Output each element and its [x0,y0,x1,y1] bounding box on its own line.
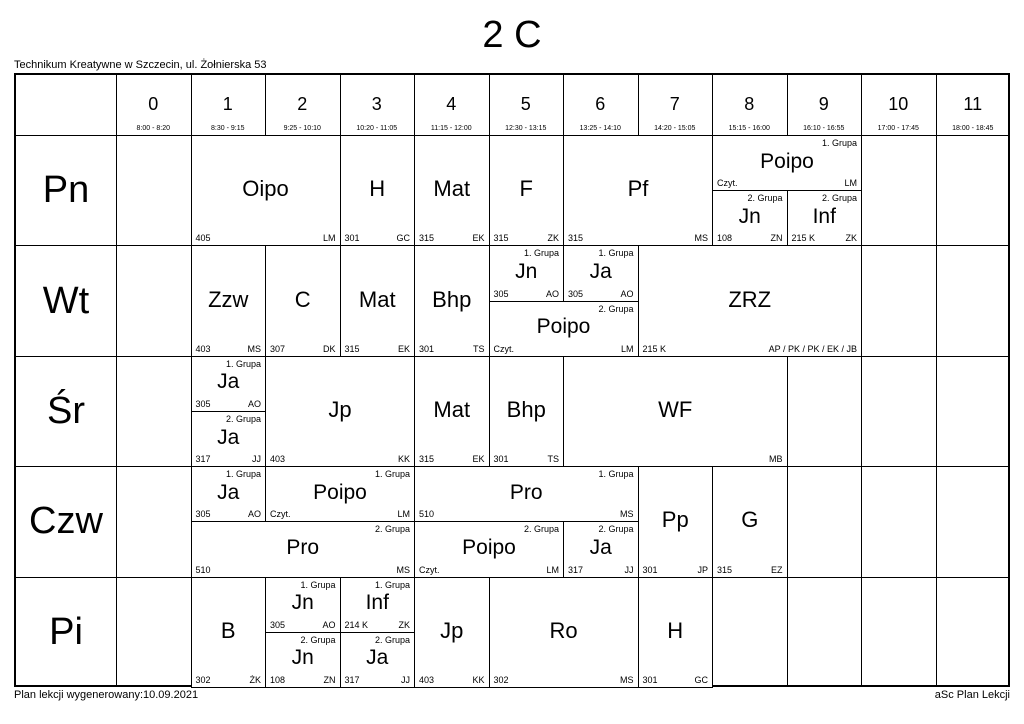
lesson-card[interactable] [563,521,639,577]
period-time: 9:25 - 10:10 [283,125,321,132]
period-time: 8:30 - 9:15 [211,125,245,132]
lesson-teacher: MS [694,233,708,244]
lesson-group: 1. Grupa [598,248,634,259]
lesson-card[interactable] [563,356,788,467]
period-time: 18:00 - 18:45 [952,125,994,132]
lesson-teacher: TS [472,343,485,354]
lesson-group: 2. Grupa [300,634,336,645]
lesson-card[interactable] [191,411,267,467]
lesson-teacher: EK [397,343,410,354]
period-time: 13:25 - 14:10 [579,125,621,132]
lesson-card[interactable] [414,356,490,467]
lesson-room: 305 [493,288,509,299]
lesson-teacher: ZN [770,233,783,244]
period-number: 0 [148,94,159,114]
lesson-subject: Pp [661,507,689,533]
lesson-subject: C [294,286,311,312]
lesson-subject: H [667,617,684,643]
class-title: 2 C [482,14,542,56]
lesson-card[interactable] [265,356,415,467]
lesson-card[interactable] [191,356,267,412]
lesson-card[interactable] [638,466,714,577]
lesson-card[interactable] [712,135,862,191]
day-label: Czw [29,500,103,543]
day-label: Wt [42,279,90,322]
lesson-group: 2. Grupa [598,524,634,535]
school-name: Technikum Kreatywne w Szczecin, ul. Żołnierska 53 [14,59,267,71]
lesson-card[interactable] [265,577,341,633]
software-brand: aSc Plan Lekcji [934,689,1010,701]
lesson-group: 2. Grupa [747,193,783,204]
lesson-group: 1. Grupa [374,469,410,480]
lesson-teacher: AO [545,288,559,299]
lesson-room: 315 [568,233,584,244]
period-number: 8 [744,94,755,114]
lesson-subject: Pro [286,535,320,559]
lesson-room: Czyt. [493,343,515,354]
lesson-card[interactable] [191,577,267,688]
lesson-room: 403 [195,343,211,354]
lesson-room: 305 [195,398,211,409]
lesson-card[interactable] [638,245,863,356]
lesson-teacher: EK [472,454,485,465]
lesson-group: 2. Grupa [225,414,261,424]
lesson-group: 1. Grupa [225,469,261,480]
lesson-subject: Ja [589,535,612,559]
lesson-subject: Ja [589,259,612,283]
lesson-room: 317 [568,564,584,575]
lesson-teacher: JJ [401,674,410,685]
period-time: 10:20 - 11:05 [356,125,398,132]
lesson-subject: Jp [328,396,352,422]
period-number: 2 [297,94,308,114]
lesson-card[interactable] [414,577,490,688]
lesson-room: 301 [419,343,435,354]
day-label: Pi [49,610,83,653]
lesson-card[interactable] [712,466,788,577]
lesson-group: 1. Grupa [523,248,559,259]
lesson-room: 315 [717,564,733,575]
lesson-teacher: AP / PK / PK / EK / JB [768,343,857,354]
lesson-subject: G [741,507,759,533]
lesson-group: 2. Grupa [523,524,559,535]
lesson-group: 1. Grupa [374,579,410,590]
lesson-subject: Zzw [208,286,249,312]
lesson-subject: Ro [549,617,578,643]
lesson-room: 301 [493,454,509,465]
lesson-room: 301 [344,233,360,244]
lesson-subject: F [519,176,533,202]
lesson-room: 301 [642,674,658,685]
lesson-teacher: EK [472,233,485,244]
lesson-room: 405 [195,233,211,244]
lesson-room: 305 [270,619,286,630]
lesson-room: Czyt. [270,509,291,520]
lesson-card[interactable] [340,245,416,356]
lesson-teacher: MS [620,674,634,685]
lesson-teacher: JJ [252,454,261,465]
lesson-card[interactable] [563,135,713,246]
lesson-room: 305 [195,509,211,520]
lesson-subject: Ja [217,425,240,449]
lesson-room: 315 [419,454,435,465]
lesson-teacher: LM [397,509,410,520]
lesson-teacher: LM [620,343,634,354]
lesson-teacher: MS [396,564,410,575]
lesson-card[interactable] [414,135,490,246]
lesson-group: 2. Grupa [374,634,410,645]
lesson-room: 317 [195,454,211,465]
lesson-subject: ZRZ [728,286,772,312]
period-number: 9 [818,94,829,114]
lesson-teacher: LM [844,178,857,189]
lesson-room: 403 [419,674,435,685]
lesson-group: 2. Grupa [821,193,857,204]
lesson-subject: Jn [291,591,314,615]
lesson-room: 510 [419,509,435,520]
lesson-room: 214 K [344,619,369,630]
lesson-card[interactable] [191,466,267,522]
lesson-subject: Mat [358,286,396,312]
lesson-teacher: JP [697,564,708,575]
lesson-subject: Jn [738,204,761,228]
lesson-teacher: MB [769,454,783,465]
day-label: Śr [47,390,85,432]
lesson-room: 307 [270,343,286,354]
lesson-card[interactable] [265,632,341,688]
period-time: 16:10 - 16:55 [803,125,845,132]
lesson-card[interactable] [340,135,416,246]
lesson-card[interactable] [489,301,639,357]
lesson-room: 403 [270,454,286,465]
lesson-room: Czyt. [717,178,738,189]
lesson-subject: Pro [509,480,543,504]
period-number: 5 [520,94,531,114]
lesson-subject: Poipo [760,149,814,173]
lesson-card[interactable] [340,632,416,688]
lesson-teacher: DK [322,343,336,354]
lesson-subject: Poipo [313,480,367,504]
lesson-teacher: KK [397,454,410,465]
lesson-teacher: AO [247,509,261,520]
period-number: 7 [669,94,680,114]
lesson-teacher: AO [247,398,261,409]
period-time: 11:15 - 12:00 [430,125,472,132]
grid-column-line [116,75,117,685]
period-number: 1 [222,94,233,114]
lesson-room: 510 [195,564,211,575]
generated-date: Plan lekcji wygenerowany:10.09.2021 [14,689,199,701]
lesson-subject: Inf [812,204,836,228]
period-time: 15:15 - 16:00 [728,125,770,132]
lesson-room: 305 [568,288,584,299]
timetable-grid [14,73,1010,687]
lesson-room: 215 K [642,343,667,354]
lesson-subject: Inf [365,591,389,615]
lesson-subject: Ja [217,370,240,394]
lesson-card[interactable] [191,521,416,577]
lesson-teacher: ZK [547,233,559,244]
lesson-room: 315 [419,233,435,244]
period-number: 4 [446,94,457,114]
lesson-card[interactable] [265,245,341,356]
lesson-teacher: TS [547,454,559,465]
lesson-card[interactable] [489,135,565,246]
lesson-teacher: LM [322,233,336,244]
lesson-room: Czyt. [419,564,440,575]
lesson-subject: Pf [627,176,649,202]
lesson-room: 317 [344,674,360,685]
lesson-card[interactable] [787,190,863,246]
lesson-subject: Jn [291,646,314,670]
lesson-subject: Jn [515,259,538,283]
day-label: Pn [42,169,90,212]
lesson-subject: Mat [433,396,471,422]
lesson-card[interactable] [712,190,788,246]
lesson-group: 2. Grupa [598,303,634,314]
lesson-subject: Ja [217,480,240,504]
lesson-teacher: ZK [398,619,410,630]
lesson-card[interactable] [191,135,341,246]
lesson-card[interactable] [414,521,564,577]
lesson-room: 108 [717,233,733,244]
lesson-subject: Poipo [462,535,516,559]
lesson-subject: Jp [440,617,464,643]
lesson-card[interactable] [414,466,639,522]
lesson-subject: WF [658,396,693,422]
lesson-card[interactable] [563,245,639,301]
lesson-teacher: JJ [624,564,634,575]
lesson-card[interactable] [489,245,565,301]
grid-column-line [936,75,937,685]
period-number: 10 [888,94,909,114]
lesson-teacher: KK [472,674,485,685]
lesson-teacher: AO [322,619,336,630]
lesson-teacher: MS [620,509,634,520]
lesson-group: 2. Grupa [374,524,410,535]
lesson-card[interactable] [489,577,639,688]
period-number: 11 [963,94,983,114]
lesson-teacher: GC [396,233,410,244]
lesson-subject: H [369,176,386,202]
lesson-subject: B [220,617,236,643]
period-time: 14:20 - 15:05 [654,125,696,132]
lesson-teacher: ZN [323,674,336,685]
lesson-room: 302 [195,674,211,685]
lesson-subject: Bhp [432,286,472,312]
period-number: 6 [595,94,606,114]
lesson-subject: Mat [433,176,471,202]
lesson-subject: Ja [366,646,389,670]
lesson-group: 1. Grupa [225,358,261,369]
lesson-card[interactable] [340,577,416,633]
lesson-teacher: MS [247,343,261,354]
lesson-teacher: LM [546,564,559,575]
lesson-teacher: ZK [845,233,857,244]
lesson-group: 1. Grupa [821,138,857,148]
lesson-card[interactable] [265,466,415,522]
lesson-teacher: ŻK [249,674,261,685]
period-time: 12:30 - 13:15 [505,125,547,132]
lesson-card[interactable] [191,245,267,356]
lesson-card[interactable] [414,245,490,356]
period-time: 17:00 - 17:45 [877,125,919,132]
lesson-room: 302 [493,674,509,685]
lesson-room: 108 [270,674,286,685]
lesson-room: 315 [344,343,360,354]
lesson-card[interactable] [638,577,714,688]
lesson-subject: Bhp [506,396,546,422]
lesson-teacher: EZ [770,564,783,575]
period-time: 8:00 - 8:20 [136,125,170,132]
lesson-subject: Poipo [536,315,591,339]
lesson-subject: Oipo [242,176,289,202]
lesson-group: 1. Grupa [300,579,336,590]
lesson-teacher: GC [694,674,708,685]
lesson-card[interactable] [489,356,565,467]
lesson-room: 215 K [791,233,816,244]
lesson-room: 301 [642,564,658,575]
lesson-teacher: AO [620,288,634,299]
lesson-room: 315 [493,233,509,244]
lesson-group: 1. Grupa [598,469,634,480]
period-number: 3 [371,94,382,114]
